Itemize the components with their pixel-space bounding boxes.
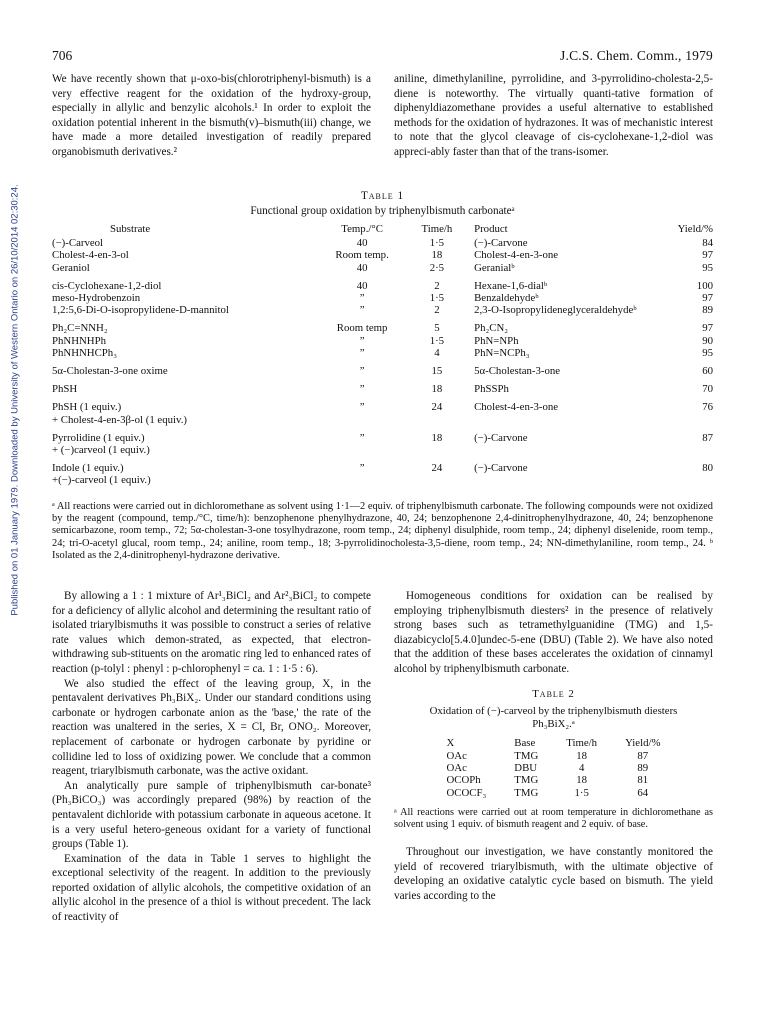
cell-time: 5 [434,322,440,335]
cell-time: 1·5 [574,786,589,799]
table-row [52,316,713,334]
substrate-text-2: +(−)-carveol (1 equiv.) [52,474,151,487]
cell-yield: 87 [637,749,649,762]
cell-temp: 40 [356,279,368,292]
substrate-text: PhNHNHPh [52,334,106,347]
cell-substrate [52,359,320,377]
substrate-text: 5α-Cholestan-3-one oxime [52,365,168,378]
watermark-text: Published on 01 January 1979. Downloaded by University of Western Ontario on 26/10/2014 02:30:24. [9,184,21,616]
header-time: Time/h [421,223,453,235]
cell-time: 1·5 [429,292,445,305]
cell-substrate [52,426,320,456]
table2-label: Table 2 [532,687,575,700]
substrate-text: Indole (1 equiv.) [52,462,124,475]
cell-time: 2·5 [429,261,445,274]
cell-product: Benzaldehydeᵇ [474,292,539,305]
table2-caption [394,705,713,731]
cell-time: 18 [431,249,443,262]
cell-time: 2 [434,304,440,317]
cell-product: Cholest-4-en-3-one [474,249,559,262]
cell-base: TMG [514,749,539,762]
cell-yield: 84 [702,237,713,250]
cell-yield: 76 [702,401,713,414]
header-time: Time/h [566,737,598,750]
cell-yield: 60 [702,365,713,378]
cell-temp: ” [359,462,365,475]
intro-columns [52,72,713,160]
cell-substrate [52,274,320,292]
cell-time: 24 [431,401,443,414]
table-row [52,359,713,377]
substrate-text-2: + (−)carveol (1 equiv.) [52,444,150,457]
intro-right-column [394,72,713,160]
cell-yield: 87 [702,431,713,444]
table-row [52,274,713,292]
substrate-text-2: + Cholest-4-en-3β-ol (1 equiv.) [52,413,188,426]
cell-yield: 95 [702,261,713,274]
cell-temp: ” [359,401,365,414]
cell-temp: ” [359,292,365,305]
cell-temp: ” [359,346,365,359]
cell-base: DBU [514,761,538,774]
header-x: X [446,737,455,750]
substrate-text: PhNHNHCPh₃ [52,346,117,359]
table1-footnote: ᵃ All reactions were carried out in dichloromethane as solvent using 1·1—2 equiv. of triphenylbismuth carbonate. The following compounds were not oxidized by the reagent (compound, temp./°C, time/h): benzophenone phenylhydrazone, 40, 24; benzophenone 2,4-dinitrophenylhydrazone, 40, 24; benzophenone semicarbazone, room temp., 72; 5α-cholestan-3-one tosylhydrazone, room temp., 24; diphenyl disulphide, room temp., 24; diphenyl diselenide, room temp., 24; tri-O-acetyl glucal, room temp., 24; aniline, room temp., 18; 3-pyrrolidinocholesta-3,5-diene, room temp., 24; NN-dimethylaniline, room temp., 24. ᵇ Isolated as the 2,4-dinitrophenyl-hydrazone derivative. [52,501,713,561]
cell-time: 4 [578,761,585,774]
table-row [52,395,713,425]
table-row [52,377,713,395]
substrate-text: meso-Hydrobenzoin [52,292,141,305]
cell-product: 5α-Cholestan-3-one [474,365,561,378]
cell-time: 1·5 [429,237,445,250]
cell-yield: 95 [702,346,713,359]
cell-yield: 70 [702,383,713,396]
cell-substrate [52,249,320,261]
cell-time: 18 [431,383,443,396]
cell-base: TMG [514,774,539,787]
table-row [433,787,675,799]
cell-product: Ph₂CN₂ [474,322,509,335]
header-temp: Temp./°C [341,223,383,235]
cell-temp: ” [359,304,365,317]
body-paragraph: Examination of the data in Table 1 serves to highlight the exceptional selectivity of the reagent. In addition to the previously reported oxidation of allylic alcohols, the competitive oxidation of an allylic alcohol in the presence of a thiol is without precedent. The lack of reactivity of [52,852,371,924]
journal-title: J.C.S. Chem. Comm., 1979 [560,48,713,63]
cell-base: TMG [514,786,539,799]
download-watermark [8,160,22,640]
cell-time: 1·5 [429,334,445,347]
table-row [52,304,713,316]
cell-yield: 64 [637,786,649,799]
cell-product: Hexane-1,6-dialᵇ [474,279,548,292]
cell-time: 18 [576,774,588,787]
cell-yield: 81 [637,774,649,787]
table-row [52,347,713,359]
cell-substrate [52,292,320,304]
cell-yield: 97 [702,322,713,335]
table1-caption: Functional group oxidation by triphenylbismuth carbonateᵃ [250,205,515,217]
cell-product: 2,3-O-Isopropylideneglyceraldehydeᵇ [474,304,637,317]
body-paragraph: An analytically pure sample of triphenylbismuth car-bonate³ (Ph₃BiCO₃) was accordingly prepared (98%) by reaction of the pentavalent dichloride with potassium carbonate in aqueous acetone. It is a very useful hetero-geneous oxidant for a variety of functional groups (Table 1). [52,779,371,851]
cell-yield: 90 [702,334,713,347]
cell-yield: 89 [637,761,649,774]
table1 [52,223,713,487]
table-row [52,237,713,249]
substrate-text: cis-Cyclohexane-1,2-diol [52,279,162,292]
body-paragraph: Homogeneous conditions for oxidation can be realised by employing triphenylbismuth diesters² in the presence of relatively strong bases such as tetramethylguanidine (TMG) and 1,5-diazabicyclo[5.4.0]undec-5-ene (DBU) (Table 2). We have also noted that the addition of these bases accelerates the oxidation of cinnamyl alcohol by triphenylbismuth carbonate. [394,590,713,675]
cell-x: OAc [446,761,467,774]
page-header [52,48,713,64]
table-row [52,262,713,274]
cell-product: PhSSPh [474,383,509,396]
cell-time: 18 [431,431,443,444]
body-left-column [52,589,371,925]
table2-caption-line1: Oxidation of (−)-carveol by the triphenylbismuth diesters [429,705,678,718]
cell-temp: 40 [356,261,368,274]
substrate-text: Geraniol [52,261,90,274]
cell-product: PhN=NCPh₃ [474,346,530,359]
cell-time: 18 [576,749,588,762]
cell-temp: Room temp [336,322,388,335]
cell-temp: ” [359,383,365,396]
header-substrate: Substrate [110,223,151,235]
cell-product: PhN=NPh [474,334,519,347]
cell-yield: 100 [696,279,713,292]
substrate-text: Ph₂C=NNH₂ [52,322,108,335]
table1-body [52,237,713,486]
header-yield: Yield/% [625,737,661,750]
cell-substrate [52,237,320,249]
cell-product: Geranialᵇ [474,261,515,274]
page-number: 706 [52,48,73,63]
cell-yield: 80 [702,462,713,475]
intro-paragraph-left: We have recently shown that μ-oxo-bis(chlorotriphenyl-bismuth) is a very effective reagent for the oxidation of the hydroxy-group, especially in allylic and benzylic alcohols.¹ In order to exploit the oxidation potential inherent in the bismuth(v)–bismuth(iii) change, we have made a more detailed investigation of readily prepared organobismuth derivatives.² [52,73,371,158]
table1-header-row [52,223,713,237]
body-columns [52,589,713,925]
cell-substrate [52,335,320,347]
cell-x: OCOCF₃ [446,786,487,799]
table2-block [394,687,713,832]
cell-time: 4 [434,346,440,359]
cell-time: 15 [431,365,443,378]
cell-temp: Room temp. [335,249,389,262]
table-row [52,292,713,304]
substrate-text: Cholest-4-en-3-ol [52,249,129,262]
table-row [433,762,675,774]
cell-product: (−)-Carvone [474,431,528,444]
table2 [433,737,675,799]
cell-x: OAc [446,749,467,762]
body-paragraph: Throughout our investigation, we have constantly monitored the yield of recovered triarylbismuth, with the ultimate objective of developing an oxidative catalytic cycle based on bismuth. The yield varies according to the [394,846,713,902]
cell-substrate [52,395,320,425]
cell-product: (−)-Carvone [474,237,528,250]
cell-yield: 89 [702,304,713,317]
intro-paragraph-right: aniline, dimethylaniline, pyrrolidine, and 3-pyrrolidino-cholesta-2,5-diene is noteworthy. The virtually quanti-tative formation of diphenyldiazomethane provides a useful alternative to established methods for the oxidation of hydrazones. It was of mechanistic interest to note that the glycol cleavage of cis-cyclohexane-1,2-diol was appreci-ably faster than that of the trans-isomer. [394,73,713,158]
body-paragraph: By allowing a 1 : 1 mixture of Ar¹₃BiCl₂ and Ar²₃BiCl₂ to compete for a deficiency of allylic alcohol and determining the resultant ratio of isolated triarylbismuths it was possible to construct a series of relative rate values which demon-strated, as expected, that electron-withdrawing sub-stituents on the aromatic ring led to enhanced rates of reaction (p-tolyl : phenyl : p-chlorophenyl = ca. 1 : 1·5 : 6). [52,590,371,675]
cell-substrate [52,304,320,316]
cell-time: 24 [431,462,443,475]
table1-label: Table 1 [360,190,405,202]
table2-body [433,750,675,800]
table2-caption-line2: Ph₃BiX₂.ᵃ [532,718,575,731]
body-right-column [394,589,713,925]
table-row [52,335,713,347]
cell-yield: 97 [702,249,713,262]
substrate-text: Pyrrolidine (1 equiv.) [52,431,145,444]
cell-product: (−)-Carvone [474,462,528,475]
substrate-text: 1,2:5,6-Di-O-isopropylidene-D-mannitol [52,304,229,317]
header-product: Product [474,223,508,235]
table-row [433,750,675,762]
cell-temp: ” [359,431,365,444]
substrate-text: PhSH (1 equiv.) [52,401,122,414]
cell-substrate [52,316,320,334]
table-row [52,426,713,456]
cell-yield: 97 [702,292,713,305]
table-row [52,456,713,486]
table-row [52,249,713,261]
cell-product: Cholest-4-en-3-one [474,401,559,414]
table-row [433,774,675,786]
cell-substrate [52,456,320,486]
cell-substrate [52,377,320,395]
cell-temp: ” [359,365,365,378]
cell-temp: 40 [356,237,368,250]
substrate-text: PhSH [52,383,78,396]
cell-substrate [52,347,320,359]
body-paragraph: We also studied the effect of the leaving group, X, in the pentavalent derivatives Ph₃BiX₂. Under our standard conditions using carbonate or hydrogen carbonate anion as the 'base,' the rate of the reaction was unaltered in the series, X = Cl, Br, ONO₂. Moreover, replacement of carbonate or hydrogen carbonate by pyridine or collidine led to loss of oxidizing power. We conclude that a common reagent, triarylbismuth carbonate, was the active oxidant. [52,677,371,778]
cell-time: 2 [434,279,440,292]
header-base: Base [514,737,536,750]
table2-header-row [433,737,675,749]
cell-substrate [52,262,320,274]
table2-footnote: ᵃ All reactions were carried out at room temperature in dichloromethane as solvent using 1 equiv. of bismuth reagent and 2 equiv. of base. [394,807,713,831]
cell-temp: ” [359,334,365,347]
header-yield: Yield/% [677,223,713,235]
cell-x: OCOPh [446,774,481,787]
intro-left-column [52,72,371,160]
substrate-text: (−)-Carveol [52,237,104,250]
